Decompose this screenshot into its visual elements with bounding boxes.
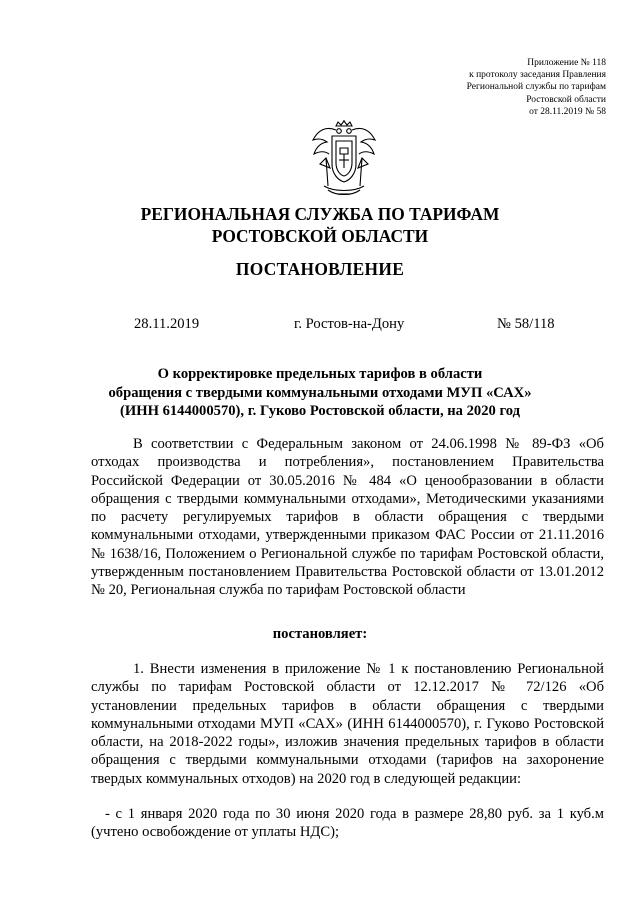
document-city: г. Ростов-на-Дону: [294, 316, 405, 332]
coat-of-arms-icon: [310, 120, 378, 200]
appendix-note: [346, 57, 606, 118]
appendix-line-3: Региональной службы по тарифам: [466, 82, 606, 93]
appendix-line-5: от 28.11.2019 № 58: [529, 106, 606, 117]
item-1-subitem: - с 1 января 2020 года по 30 июня 2020 года в размере 28,80 руб. за 1 куб.м (учтено освобождение от уплаты НДС);: [91, 806, 604, 841]
document-date: 28.11.2019: [134, 316, 200, 332]
preamble-paragraph: В соответствии с Федеральным законом от 24.06.1998 № 89-ФЗ «Об отходах производства и потребления», постановлением Правительства Российской Федерации от 30.05.2016 № 484 «О ценообразовании в области обращения с твердыми коммунальными отходами», Методическими указаниями по расчету регулируемых тарифов в области обращения с твердыми коммунальными отходами, утвержденными приказом ФАС России от 21.11.2016 № 1638/16, Положением о Региональной службе по тарифам Ростовской области, утвержденным постановлением Правительства Ростовской области от 13.01.2012 № 20, Региональная служба по тарифам Ростовской области: [91, 436, 604, 599]
document-meta-row: [0, 316, 640, 336]
decree-word: постановляет:: [272, 626, 368, 642]
title-line-3: (ИНН 6144000570), г. Гуково Ростовской области, на 2020 год: [120, 403, 520, 420]
document-title: [80, 365, 560, 421]
appendix-line-2: к протоколу заседания Правления: [469, 70, 606, 81]
appendix-line-1: Приложение № 118: [527, 58, 606, 68]
document-type: ПОСТАНОВЛЕНИЕ: [235, 259, 405, 279]
appendix-line-4: Ростовской области: [526, 94, 606, 105]
organization-name: [80, 203, 560, 247]
org-line-1: РЕГИОНАЛЬНАЯ СЛУЖБА ПО ТАРИФАМ: [140, 204, 500, 224]
document-number: № 58/118: [497, 316, 555, 332]
item-1-paragraph: 1. Внести изменения в приложение № 1 к постановлению Региональной службы по тарифам Ростовской области от 12.12.2017 № 72/126 «Об установлении предельных тарифов в области обращения с твердыми коммунальными отходами МУП «САХ» (ИНН 6144000570), г. Гуково Ростовской области, на 2018-2022 годы», изложив значения предельных тарифов в области обращения с твердыми коммунальными отходами (тарифов на захоронение твердых коммунальных отходов) на 2020 год в следующей редакции:: [91, 661, 604, 787]
org-line-2: РОСТОВСКОЙ ОБЛАСТИ: [211, 226, 429, 246]
title-line-2: обращения с твердыми коммунальными отходами МУП «САХ»: [108, 384, 532, 401]
title-line-1: О корректировке предельных тарифов в области: [157, 366, 483, 382]
